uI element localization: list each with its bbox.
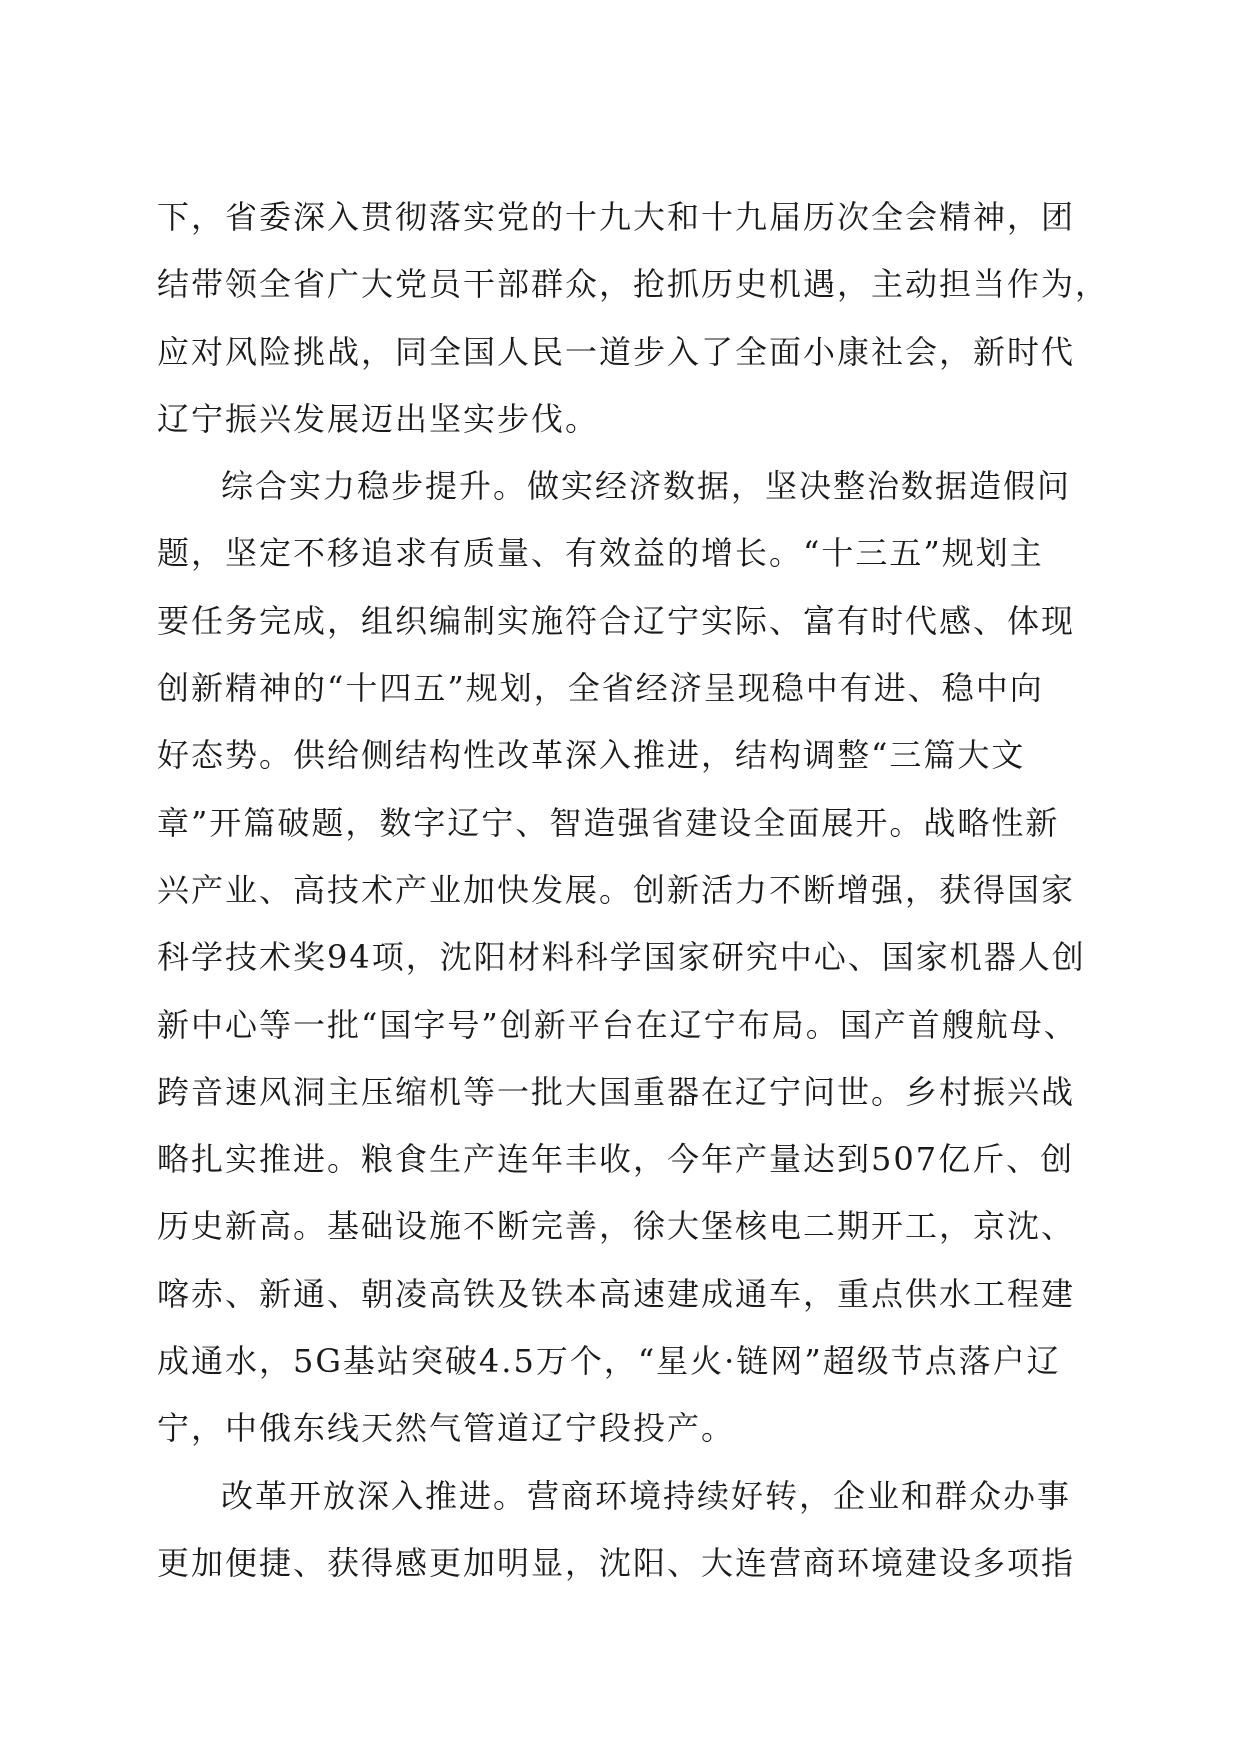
- text-line: 略扎实推进。粮食生产连年丰收，今年产量达到507亿斤、创: [157, 1140, 1075, 1179]
- text-line: 改革开放深入推进。营商环境持续好转，企业和群众办事: [221, 1476, 1072, 1515]
- text-line: 喀赤、新通、朝凌高铁及铁本高速建成通车，重点供水工程建: [157, 1274, 1076, 1313]
- text-line: 科学技术奖94项，沈阳材料科学国家研究中心、国家机器人创: [157, 938, 1086, 977]
- text-line: 历史新高。基础设施不断完善，徐大堡核电二期开工，京沈、: [157, 1207, 1076, 1246]
- text-line: 更加便捷、获得感更加明显，沈阳、大连营商环境建设多项指: [157, 1543, 1076, 1582]
- text-line: 创新精神的“十四五”规划，全省经济呈现稳中有进、稳中向: [157, 669, 1044, 708]
- text-line: 综合实力稳步提升。做实经济数据，坚决整治数据造假问: [221, 467, 1072, 506]
- text-line: 要任务完成，组织编制实施符合辽宁实际、富有时代感、体现: [157, 601, 1076, 640]
- text-line: 好态势。供给侧结构性改革深入推进，结构调整“三篇大文: [157, 736, 1026, 775]
- text-line: 下，省委深入贯彻落实党的十九大和十九届历次全会精神，团: [157, 198, 1076, 236]
- text-line: 章”开篇破题，数字辽宁、智造强省建设全面展开。战略性新: [157, 803, 1060, 842]
- text-line: 应对风险挑战，同全国人民一道步入了全面小康社会，新时代: [157, 332, 1076, 371]
- text-line: 跨音速风洞主压缩机等一批大国重器在辽宁问世。乡村振兴战: [157, 1072, 1076, 1111]
- text-line: 成通水，5G基站突破4.5万个，“星火·链网”超级节点落户辽: [157, 1342, 1061, 1381]
- text-line: 结带领全省广大党员干部群众，抢抓历史机遇，主动担当作为，: [157, 265, 1110, 304]
- document-body: [157, 184, 1110, 1597]
- text-line: 题，坚定不移追求有质量、有效益的增长。“十三五”规划主: [157, 534, 1044, 573]
- text-line: 宁，中俄东线天然气管道辽宁段投产。: [157, 1409, 736, 1448]
- text-line: 新中心等一批“国字号”创新平台在辽宁布局。国产首艘航母、: [157, 1005, 1078, 1044]
- text-line: 辽宁振兴发展迈出坚实步伐。: [157, 399, 600, 438]
- text-line: 兴产业、高技术产业加快发展。创新活力不断增强，获得国家: [157, 870, 1076, 909]
